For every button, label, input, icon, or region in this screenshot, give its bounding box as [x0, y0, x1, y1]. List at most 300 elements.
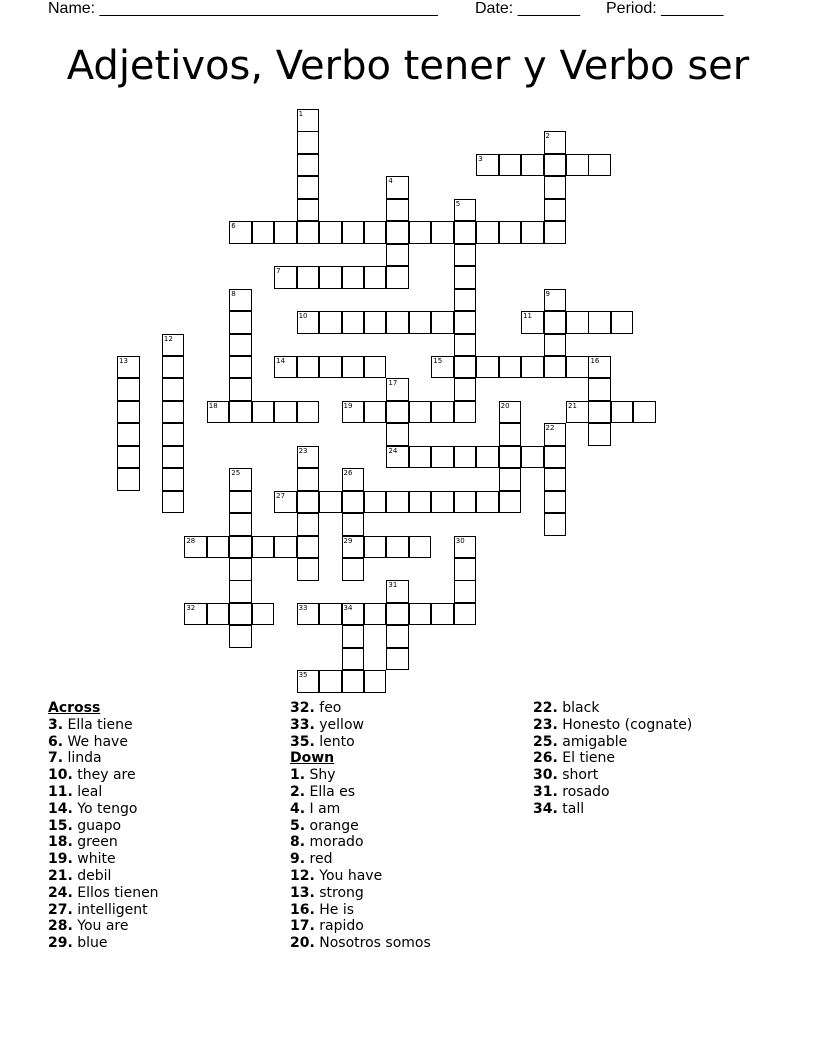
clue-item-number: 24.: [48, 884, 73, 901]
crossword-cell[interactable]: [409, 491, 432, 514]
crossword-cell[interactable]: [454, 580, 477, 603]
crossword-cell[interactable]: [454, 334, 477, 357]
crossword-cell[interactable]: [297, 670, 320, 693]
crossword-cell[interactable]: [162, 468, 185, 491]
crossword-cell[interactable]: [297, 311, 320, 334]
clue-number: 2: [545, 132, 551, 141]
crossword-cell[interactable]: [207, 603, 230, 626]
date-field[interactable]: Date: _______: [475, 0, 580, 17]
clue-item-text: debil: [72, 867, 112, 884]
crossword-cell[interactable]: [364, 356, 387, 379]
clue-item: [533, 801, 692, 818]
crossword-cell[interactable]: [409, 446, 432, 469]
crossword-cell[interactable]: [588, 423, 611, 446]
clue-item-number: 3.: [48, 716, 64, 733]
crossword-cell[interactable]: [252, 401, 275, 424]
clue-item-text: green: [72, 834, 118, 851]
crossword-cell[interactable]: [319, 603, 342, 626]
crossword-cell[interactable]: [476, 221, 499, 244]
crossword-cell[interactable]: [454, 221, 477, 244]
crossword-cell[interactable]: [544, 423, 567, 446]
clue-item: [290, 801, 431, 818]
clue-item-text: tall: [557, 800, 585, 817]
crossword-cell[interactable]: [342, 558, 365, 581]
crossword-cell[interactable]: [207, 401, 230, 424]
crossword-cell[interactable]: [297, 513, 320, 536]
crossword-cell[interactable]: [274, 221, 297, 244]
crossword-cell[interactable]: [297, 109, 320, 132]
clue-number: 18: [208, 401, 218, 410]
crossword-cell[interactable]: [544, 199, 567, 222]
crossword-cell[interactable]: [476, 356, 499, 379]
crossword-cell[interactable]: [117, 378, 140, 401]
clue-item: [48, 717, 159, 734]
crossword-cell[interactable]: [229, 625, 252, 648]
crossword-cell[interactable]: [566, 401, 589, 424]
crossword-cell[interactable]: [342, 401, 365, 424]
clue-item: [290, 717, 431, 734]
crossword-cell[interactable]: [544, 468, 567, 491]
clue-item: [290, 918, 431, 935]
clue-number: 9: [545, 289, 551, 298]
crossword-cell[interactable]: [454, 401, 477, 424]
clue-item-text: You have: [314, 867, 383, 884]
crossword-cell[interactable]: [319, 311, 342, 334]
clue-item-number: 21.: [48, 867, 73, 884]
crossword-cell[interactable]: [274, 536, 297, 559]
crossword-cell[interactable]: [386, 311, 409, 334]
crossword-cell[interactable]: [409, 536, 432, 559]
crossword-cell[interactable]: [252, 221, 275, 244]
clue-item: [48, 734, 159, 751]
clue-item-number: 11.: [48, 783, 73, 800]
crossword-cell[interactable]: [386, 176, 409, 199]
crossword-cell[interactable]: [454, 558, 477, 581]
period-field[interactable]: Period: _______: [606, 0, 724, 17]
clue-item-text: He is: [314, 901, 355, 918]
crossword-cell[interactable]: [229, 378, 252, 401]
down-heading: Down: [290, 750, 335, 767]
crossword-cell[interactable]: [544, 289, 567, 312]
crossword-cell[interactable]: [364, 311, 387, 334]
clue-number: 16: [590, 356, 600, 365]
clue-item-text: short: [557, 767, 599, 784]
crossword-cell[interactable]: [297, 536, 320, 559]
crossword-cell[interactable]: [342, 491, 365, 514]
clue-item-number: 6.: [48, 733, 64, 750]
crossword-cell[interactable]: [364, 266, 387, 289]
crossword-cell[interactable]: [297, 176, 320, 199]
crossword-cell[interactable]: [342, 221, 365, 244]
crossword-cell[interactable]: [229, 221, 252, 244]
crossword-cell[interactable]: [431, 491, 454, 514]
clue-item-number: 18.: [48, 834, 73, 851]
crossword-cell[interactable]: [229, 558, 252, 581]
crossword-cell[interactable]: [162, 423, 185, 446]
clue-item-text: I am: [305, 800, 341, 817]
crossword-cell[interactable]: [386, 244, 409, 267]
crossword-cell[interactable]: [342, 603, 365, 626]
clue-item-text: Ella es: [305, 783, 356, 800]
crossword-cell[interactable]: [588, 401, 611, 424]
crossword-cell[interactable]: [274, 356, 297, 379]
crossword-cell[interactable]: [386, 603, 409, 626]
crossword-cell[interactable]: [499, 446, 522, 469]
crossword-cell[interactable]: [454, 311, 477, 334]
crossword-cell[interactable]: [162, 334, 185, 357]
crossword-cell[interactable]: [342, 670, 365, 693]
crossword-cell[interactable]: [229, 513, 252, 536]
clue-item: [290, 868, 431, 885]
clue-item-text: rapido: [314, 918, 364, 935]
clue-item: [290, 885, 431, 902]
crossword-cell[interactable]: [342, 648, 365, 671]
crossword-cell[interactable]: [521, 446, 544, 469]
crossword-cell[interactable]: [431, 603, 454, 626]
clue-number: 8: [231, 289, 236, 298]
clue-item-number: 2.: [290, 783, 306, 800]
crossword-cell[interactable]: [319, 266, 342, 289]
crossword-cell[interactable]: [386, 378, 409, 401]
crossword-cell[interactable]: [611, 311, 634, 334]
clue-item: [48, 801, 159, 818]
clue-item-text: black: [557, 700, 600, 716]
crossword-cell[interactable]: [319, 221, 342, 244]
crossword-cell[interactable]: [499, 356, 522, 379]
clue-item: [290, 818, 431, 835]
crossword-cell[interactable]: [633, 401, 656, 424]
clue-item-number: 25.: [533, 733, 558, 750]
crossword-cell[interactable]: [544, 491, 567, 514]
crossword-cell[interactable]: [454, 378, 477, 401]
crossword-cell[interactable]: [274, 401, 297, 424]
clue-number: 5: [455, 199, 461, 208]
clue-item-number: 4.: [290, 800, 306, 817]
clue-item-number: 14.: [48, 800, 73, 817]
crossword-cell[interactable]: [499, 221, 522, 244]
clue-number: 29: [343, 536, 353, 545]
crossword-cell[interactable]: [342, 536, 365, 559]
crossword-cell[interactable]: [454, 536, 477, 559]
crossword-cell[interactable]: [184, 603, 207, 626]
crossword-cell[interactable]: [184, 536, 207, 559]
crossword-cell[interactable]: [162, 446, 185, 469]
crossword-cell[interactable]: [454, 266, 477, 289]
crossword-cell[interactable]: [297, 266, 320, 289]
crossword-cell[interactable]: [297, 154, 320, 177]
crossword-cell[interactable]: [544, 311, 567, 334]
crossword-cell[interactable]: [431, 356, 454, 379]
crossword-cell[interactable]: [454, 244, 477, 267]
clue-item-number: 28.: [48, 918, 73, 935]
clue-item-number: 17.: [290, 918, 315, 935]
crossword-cell[interactable]: [229, 536, 252, 559]
crossword-cell[interactable]: [364, 491, 387, 514]
clue-number: 22: [545, 424, 555, 433]
clue-item-number: 35.: [290, 733, 315, 750]
crossword-cell[interactable]: [207, 536, 230, 559]
crossword-cell[interactable]: [342, 266, 365, 289]
clue-item-text: white: [72, 851, 116, 868]
clue-number: 10: [298, 312, 308, 321]
page-title: Adjetivos, Verbo tener y Verbo ser: [66, 43, 750, 89]
clue-item: [533, 784, 692, 801]
crossword-cell[interactable]: [297, 221, 320, 244]
crossword-cell[interactable]: [588, 356, 611, 379]
clue-number: 31: [388, 581, 398, 590]
crossword-cell[interactable]: [229, 334, 252, 357]
clue-item-text: El tiene: [557, 750, 615, 767]
clue-item-number: 20.: [290, 935, 315, 952]
clue-item-text: We have: [63, 733, 128, 750]
crossword-cell[interactable]: [476, 154, 499, 177]
clue-number: 20: [500, 401, 510, 410]
crossword-cell[interactable]: [229, 580, 252, 603]
clue-item-text: blue: [72, 935, 108, 952]
crossword-cell[interactable]: [342, 311, 365, 334]
clue-item-number: 7.: [48, 750, 64, 767]
crossword-cell[interactable]: [521, 221, 544, 244]
crossword-cell[interactable]: [454, 199, 477, 222]
crossword-cell[interactable]: [499, 154, 522, 177]
crossword-cell[interactable]: [117, 401, 140, 424]
clue-number: 33: [298, 603, 308, 612]
crossword-cell[interactable]: [319, 491, 342, 514]
crossword-cell[interactable]: [588, 311, 611, 334]
clue-number: 27: [276, 491, 286, 500]
crossword-cell[interactable]: [409, 603, 432, 626]
clue-item: [290, 851, 431, 868]
crossword-cell[interactable]: [297, 603, 320, 626]
clue-item: [533, 750, 692, 767]
clue-number: 14: [276, 356, 286, 365]
crossword-cell[interactable]: [544, 356, 567, 379]
crossword-cell[interactable]: [386, 580, 409, 603]
crossword-cell[interactable]: [386, 423, 409, 446]
crossword-cell[interactable]: [386, 221, 409, 244]
crossword-cell[interactable]: [454, 603, 477, 626]
crossword-cell[interactable]: [611, 401, 634, 424]
crossword-cell[interactable]: [386, 446, 409, 469]
crossword-cell[interactable]: [117, 468, 140, 491]
across-clue-list-continued: [290, 700, 431, 750]
crossword-cell[interactable]: [252, 536, 275, 559]
crossword-cell[interactable]: [162, 491, 185, 514]
crossword-cell[interactable]: [566, 311, 589, 334]
crossword-cell[interactable]: [342, 513, 365, 536]
crossword-cell[interactable]: [499, 401, 522, 424]
clue-number: 24: [388, 446, 398, 455]
clue-item-text: red: [305, 851, 333, 868]
crossword-cell[interactable]: [297, 468, 320, 491]
crossword-cell[interactable]: [364, 603, 387, 626]
crossword-cell[interactable]: [364, 221, 387, 244]
clue-item-number: 15.: [48, 817, 73, 834]
crossword-cell[interactable]: [544, 446, 567, 469]
clue-item: [48, 750, 159, 767]
clue-item-number: 1.: [290, 767, 306, 784]
clue-number: 26: [343, 469, 353, 478]
clue-item: [290, 902, 431, 919]
clue-item: [48, 918, 159, 935]
crossword-cell[interactable]: [229, 603, 252, 626]
clue-item: [48, 818, 159, 835]
crossword-cell[interactable]: [229, 311, 252, 334]
crossword-cell[interactable]: [319, 670, 342, 693]
crossword-cell[interactable]: [499, 491, 522, 514]
clue-item: [290, 784, 431, 801]
name-field[interactable]: Name: ______________________________________: [48, 0, 438, 17]
crossword-cell[interactable]: [566, 154, 589, 177]
crossword-cell[interactable]: [499, 423, 522, 446]
crossword-cell[interactable]: [499, 468, 522, 491]
crossword-cell[interactable]: [544, 513, 567, 536]
crossword-cell[interactable]: [454, 356, 477, 379]
clue-number: 1: [298, 110, 304, 118]
crossword-cell[interactable]: [319, 356, 342, 379]
crossword-cell[interactable]: [297, 199, 320, 222]
crossword-cell[interactable]: [229, 289, 252, 312]
crossword-cell[interactable]: [342, 468, 365, 491]
crossword-cell[interactable]: [521, 356, 544, 379]
crossword-cell[interactable]: [229, 491, 252, 514]
clue-item-text: strong: [314, 884, 364, 901]
crossword-cell[interactable]: [431, 401, 454, 424]
crossword-cell[interactable]: [566, 356, 589, 379]
clue-item-text: Honesto (cognate): [557, 716, 693, 733]
crossword-cell[interactable]: [386, 491, 409, 514]
crossword-cell[interactable]: [274, 266, 297, 289]
crossword-cell[interactable]: [544, 221, 567, 244]
crossword-cell[interactable]: [454, 289, 477, 312]
crossword-cell[interactable]: [162, 401, 185, 424]
clue-item-number: 31.: [533, 783, 558, 800]
clue-number: 21: [568, 401, 577, 410]
crossword-cell[interactable]: [431, 221, 454, 244]
clue-item: [290, 935, 431, 952]
crossword-cell[interactable]: [386, 266, 409, 289]
crossword-cell[interactable]: [117, 446, 140, 469]
crossword-cell[interactable]: [476, 446, 499, 469]
clue-item-text: guapo: [72, 817, 122, 834]
crossword-cell[interactable]: [162, 356, 185, 379]
crossword-cell[interactable]: [544, 131, 567, 154]
clue-item-text: lento: [314, 733, 355, 750]
crossword-cell[interactable]: [544, 154, 567, 177]
crossword-cell[interactable]: [297, 356, 320, 379]
clue-number: 30: [455, 536, 465, 545]
crossword-cell[interactable]: [588, 154, 611, 177]
crossword-cell[interactable]: [409, 401, 432, 424]
clue-item-text: Shy: [305, 767, 336, 784]
crossword-cell[interactable]: [229, 468, 252, 491]
crossword-cell[interactable]: [521, 154, 544, 177]
clue-item-text: yellow: [314, 716, 364, 733]
clue-number: 15: [433, 356, 443, 365]
clue-number: 19: [343, 401, 353, 410]
clue-item: [48, 851, 159, 868]
clue-item-text: orange: [305, 817, 359, 834]
clues-column-1: [48, 700, 159, 952]
crossword-cell[interactable]: [431, 446, 454, 469]
clue-item: [533, 717, 692, 734]
clue-item-text: Ellos tienen: [72, 884, 159, 901]
clue-item-text: morado: [305, 834, 364, 851]
clue-item-text: feo: [314, 700, 342, 716]
clue-number: 35: [298, 671, 308, 680]
crossword-cell[interactable]: [521, 311, 544, 334]
clue-item: [533, 767, 692, 784]
crossword-cell[interactable]: [252, 603, 275, 626]
crossword-cell[interactable]: [342, 625, 365, 648]
clue-item-number: 10.: [48, 767, 73, 784]
clue-item-number: 8.: [290, 834, 306, 851]
crossword-cell[interactable]: [364, 670, 387, 693]
crossword-cell[interactable]: [117, 423, 140, 446]
crossword-cell[interactable]: [162, 378, 185, 401]
crossword-cell[interactable]: [297, 131, 320, 154]
crossword-cell[interactable]: [386, 401, 409, 424]
clue-number: 4: [388, 177, 393, 186]
crossword-cell[interactable]: [117, 356, 140, 379]
crossword-cell[interactable]: [431, 311, 454, 334]
clue-number: 6: [231, 222, 236, 231]
crossword-cell[interactable]: [229, 401, 252, 424]
clue-item-number: 26.: [533, 750, 558, 767]
clue-item-text: amigable: [557, 733, 628, 750]
across-heading: Across: [48, 700, 101, 716]
clue-number: 17: [388, 379, 398, 388]
clue-item: [48, 767, 159, 784]
clue-number: 32: [186, 603, 196, 612]
clue-item-text: linda: [63, 750, 102, 767]
crossword-cell[interactable]: [274, 491, 297, 514]
clue-item: [48, 935, 159, 952]
clue-item-text: they are: [72, 767, 136, 784]
crossword-cell[interactable]: [364, 401, 387, 424]
clue-item-number: 33.: [290, 716, 315, 733]
crossword-cell[interactable]: [386, 536, 409, 559]
crossword-cell[interactable]: [476, 491, 499, 514]
crossword-cell[interactable]: [297, 558, 320, 581]
clue-item-number: 34.: [533, 800, 558, 817]
crossword-cell[interactable]: [454, 491, 477, 514]
crossword-cell[interactable]: [297, 491, 320, 514]
crossword-cell[interactable]: [454, 446, 477, 469]
crossword-cell[interactable]: [544, 176, 567, 199]
clue-item: [290, 734, 431, 751]
crossword-cell[interactable]: [588, 378, 611, 401]
crossword-cell[interactable]: [297, 401, 320, 424]
crossword-cell[interactable]: [342, 356, 365, 379]
crossword-cell[interactable]: [386, 625, 409, 648]
clue-item-text: Yo tengo: [72, 800, 138, 817]
crossword-cell[interactable]: [544, 334, 567, 357]
clue-item-number: 19.: [48, 851, 73, 868]
clue-item-text: Nosotros somos: [314, 935, 431, 952]
crossword-cell[interactable]: [229, 356, 252, 379]
crossword-cell[interactable]: [364, 536, 387, 559]
crossword-cell[interactable]: [297, 446, 320, 469]
clue-item-number: 5.: [290, 817, 306, 834]
crossword-cell[interactable]: [386, 199, 409, 222]
clue-number: 12: [163, 334, 173, 343]
crossword-cell[interactable]: [409, 221, 432, 244]
crossword-cell[interactable]: [409, 311, 432, 334]
clue-item: [48, 784, 159, 801]
clue-item-number: 27.: [48, 901, 73, 918]
crossword-cell[interactable]: [386, 648, 409, 671]
